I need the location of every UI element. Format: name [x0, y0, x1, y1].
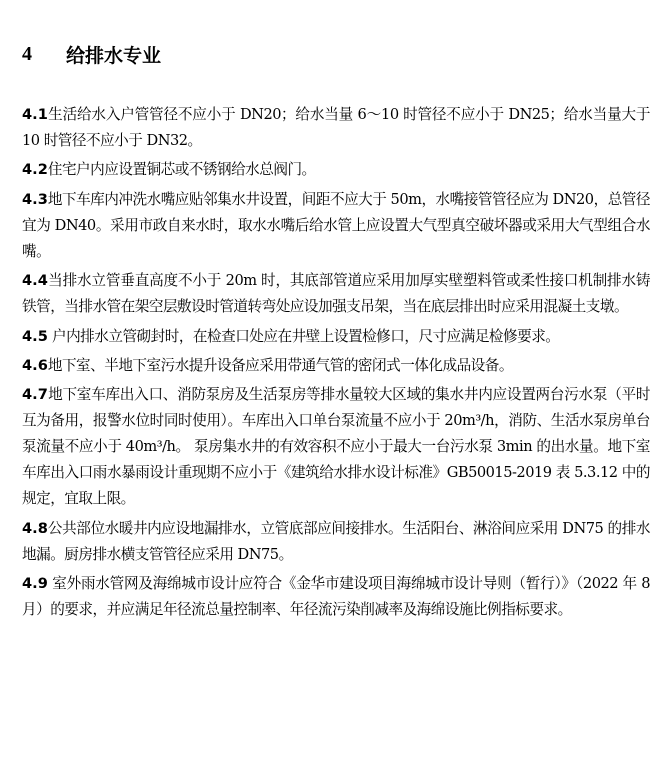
- clause-number: 4.3: [22, 190, 48, 208]
- clause-number: 4.2: [22, 161, 48, 179]
- clause-4-1: [22, 102, 650, 154]
- section-heading: [22, 39, 161, 69]
- clause-4-5: [22, 324, 650, 350]
- clause-text: 当排水立管垂直高度不小于 20m 时，其底部管道应采用加厚实壁塑料管或柔性接口机制排水铸铁管，当排水管在架空层敷设时管道转弯处应设加强支吊架，当在底层排出时应采用混凝土支墩。: [22, 272, 650, 316]
- clause-number: 4.4: [22, 272, 48, 290]
- clause-text: 生活给水入户管管径不应小于 DN20；给水当量 6～10 时管径不应小于 DN25；给水当量大于 10 时管径不应小于 DN32。: [22, 106, 650, 149]
- clause-number: 4.9: [22, 575, 48, 593]
- clause-text: 户内排水立管砌封时，在检查口处应在井壁上设置检修口，尺寸应满足检修要求。: [47, 327, 560, 345]
- clause-list: [22, 102, 650, 627]
- clause-4-2: [22, 157, 650, 183]
- clause-4-6: [22, 353, 650, 379]
- section-number: 4: [22, 42, 32, 65]
- section-title: 给排水专业: [66, 44, 162, 67]
- clause-4-9: [22, 571, 650, 623]
- clause-4-4: [22, 268, 650, 320]
- clause-text: 公共部位水暖井内应设地漏排水，立管底部应间接排水。生活阳台、淋浴间应采用 DN75 的排水地漏。厨房排水横支管管径应采用 DN75。: [22, 519, 650, 563]
- clause-text: 住宅户内应设置铜芯或不锈钢给水总阀门。: [47, 161, 316, 179]
- clause-text: 室外雨水管网及海绵城市设计应符合《金华市建设项目海绵城市设计导则（暂行）》（2022 年 8 月）的要求，并应满足年径流总量控制率、年径流污染削减率及海绵设施比例指标要求。: [22, 575, 650, 619]
- clause-number: 4.8: [22, 519, 48, 537]
- clause-4-3: [22, 187, 650, 265]
- clause-text: 地下室、半地下室污水提升设备应采用带通气管的密闭式一体化成品设备。: [47, 356, 513, 374]
- clause-4-7: [22, 382, 650, 512]
- clause-number: 4.7: [22, 386, 48, 404]
- clause-text: 地下车库内冲洗水嘴应贴邻集水井设置，间距不应大于 50m，水嘴接管管径应为 DN20，总管径宜为 DN40。采用市政自来水时，取水水嘴后给水管上应设置大气型真空破坏器或采用大气型组合水嘴。: [22, 190, 650, 260]
- clause-text: 地下室车库出入口、消防泵房及生活泵房等排水量较大区域的集水井内应设置两台污水泵（平时互为备用，报警水位时同时使用）。车库出入口单台泵流量不应小于 20m³/h，消防、生活水泵房单台泵流量不应小于 40m³/h。 泵房集水井的有效容积不应小于最大一台污水泵 3min 的出水量。地下室车库出入口雨水暴雨设计重现期不应小于《建筑给水排水设计标准》GB50015-2019 表 5.3.12 中的规定，宜取上限。: [22, 386, 650, 508]
- clause-4-8: [22, 516, 650, 568]
- clause-number: 4.6: [22, 356, 48, 374]
- clause-number: 4.5: [22, 327, 48, 345]
- clause-number: 4.1: [22, 106, 48, 123]
